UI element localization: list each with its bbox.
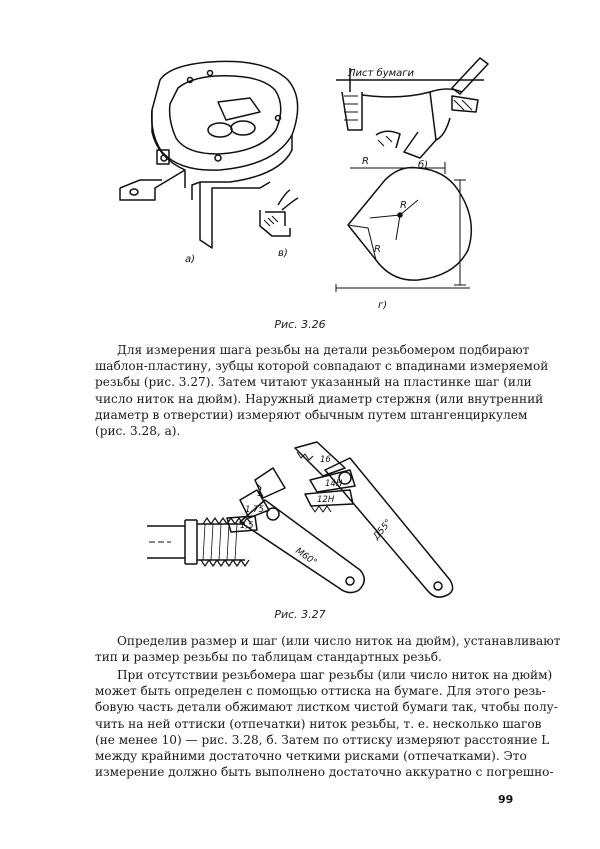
radius-label-3: R [374,244,381,255]
figure-3-27-caption: Рис. 3.27 [274,608,326,621]
arm-label-metric: M60° [293,546,319,569]
figure-3-26 [100,40,500,315]
radius-label-1: R [362,156,369,167]
text-line: шаблон-пластину, зубцы которой совпадают с впадинами измеряемой [95,359,549,374]
paragraph-2 [95,633,561,665]
text-line: между крайними достаточно четкими рисками (отпечатками). Это [95,749,527,764]
sublabel-v: в) [278,248,288,259]
radius-label-2: R [400,200,407,211]
blade-label-1: 1 [257,489,263,499]
text-line: При отсутствии резьбомера шаг резьбы (или число ниток на дюйм) [117,668,553,682]
text-line: резьбы (рис. 3.27). Затем читают указанный на пластинке шаг (или [95,375,532,390]
sublabel-g: г) [378,300,388,311]
paper-sheet-label: Лист бумаги [348,68,415,79]
text-line: диаметр в отверстии) измеряют обычным путем штангенциркулем [95,407,528,422]
blade-label-12h: 12H [317,495,335,505]
figure-3-27 [145,440,475,600]
text-line: (не менее 10) — рис. 3.28, б. Затем по оттиску измеряют расстояние L [95,732,550,747]
text-line: бовую часть детали обжимают листком чистой бумаги так, чтобы полу- [95,700,558,715]
text-line: измерение должно быть выполнено достаточно аккуратно с погрешно- [95,765,554,780]
blade-label-16: 16 [320,455,331,465]
text-line: Для измерения шага резьбы на детали резьбомером подбирают [117,343,530,357]
text-line: число ниток на дюйм). Наружный диаметр стержня (или внутренний [95,391,544,406]
threaded-rod-drawing [147,518,251,566]
sublabel-a: а) [185,254,196,265]
text-line: чить на ней оттиски (отпечатки) ниток резьбы, т. е. несколько шагов [95,716,542,731]
text-line: (рис. 3.28, а). [95,424,181,439]
paragraph-3 [95,667,558,780]
text-line: может быть определен с помощью оттиска на бумаге. Для этого резь- [95,684,546,699]
page-number: 99 [498,793,514,806]
radius-gauge-drawing [336,162,471,292]
text-line: тип и размер резьбы по таблицам стандартных резьб. [95,650,442,665]
figure-3-26-caption: Рис. 3.26 [274,318,326,331]
text-line: Определив размер и шаг (или число ниток на дюйм), устанавливают [117,634,561,648]
sublabel-b: б) [418,160,429,171]
paragraph-1 [95,342,549,439]
blade-label-1-5: 1,5 [240,521,254,531]
template-plate-drawing [120,61,298,248]
blade-label-1-75: 1,75 [245,505,264,515]
finger-detail-drawing [260,190,298,236]
blade-label-14h: 14H [325,479,343,489]
arm-label-inch: Д55° [371,517,395,542]
